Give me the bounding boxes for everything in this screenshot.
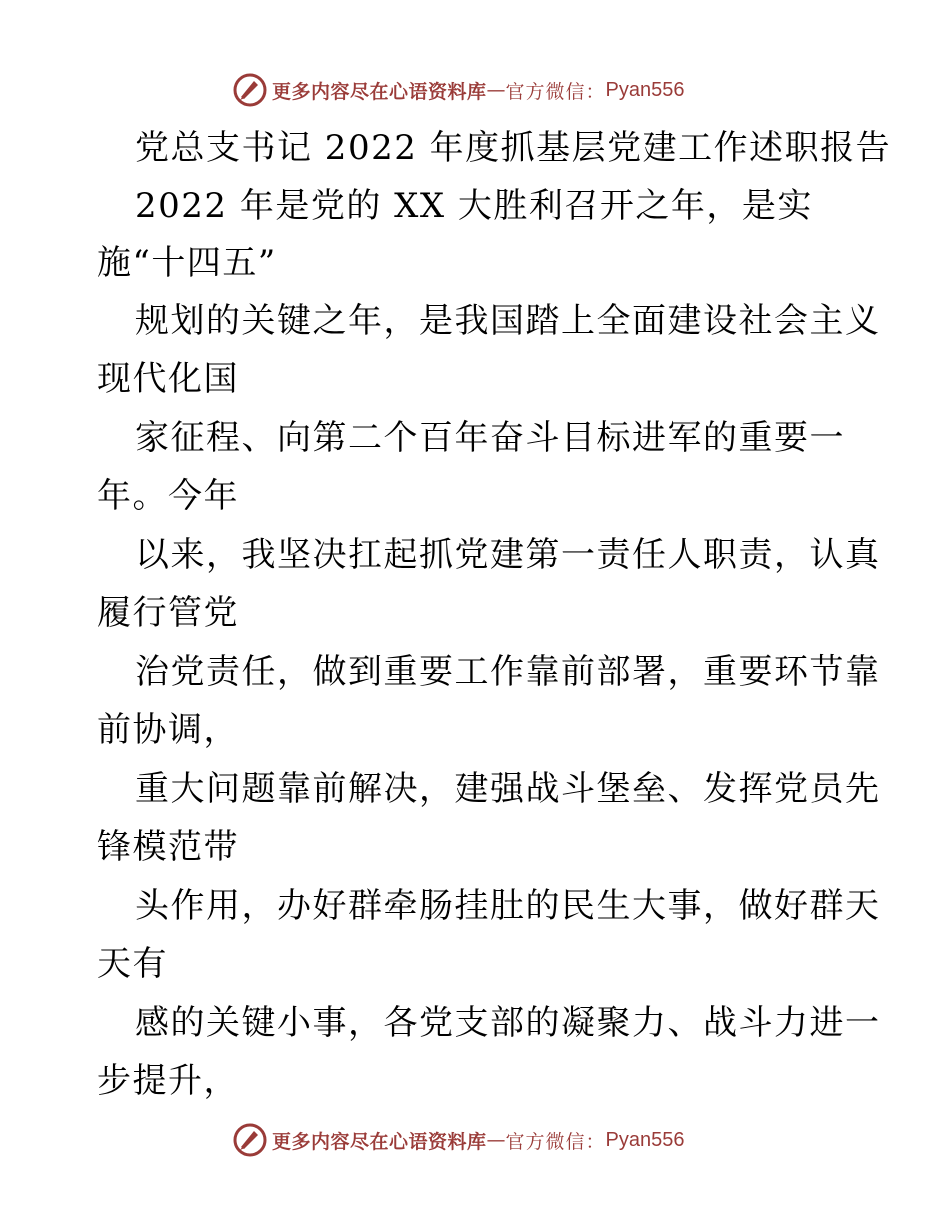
- footer-banner: [232, 1120, 685, 1160]
- quill-pen-logo-icon: [232, 1122, 268, 1158]
- banner-wechat-id: Pyan556: [605, 78, 685, 101]
- body-line: 重大问题靠前解决，建强战斗堡垒、发挥党员先: [135, 769, 881, 809]
- body-line: 治党责任，做到重要工作靠前部署，重要环节靠: [135, 652, 881, 692]
- body-line: 规划的关键之年，是我国踏上全面建设社会主义: [135, 301, 881, 341]
- banner-separator: —: [486, 1129, 506, 1151]
- banner-site-text: 更多内容尽在心语资料库: [272, 1130, 487, 1153]
- body-line: 感的关键小事，各党支部的凝聚力、战斗力进一: [135, 1003, 881, 1043]
- body-line: 锋模范带: [97, 827, 239, 867]
- header-banner: [232, 70, 685, 110]
- body-line: 以来，我坚决扛起抓党建第一责任人职责，认真: [135, 535, 881, 575]
- body-line: 家征程、向第二个百年奋斗目标进军的重要一: [135, 418, 845, 458]
- body-line: 前协调，: [97, 710, 239, 750]
- body-line: 施“十四五”: [97, 243, 277, 283]
- body-line: 年。今年: [97, 476, 239, 516]
- body-line: 履行管党: [97, 593, 239, 633]
- banner-wechat-label: 官方微信：: [505, 80, 606, 103]
- banner-site-text: 更多内容尽在心语资料库: [272, 80, 487, 103]
- document-title: 党总支书记 2022 年度抓基层党建工作述职报告: [135, 128, 892, 168]
- banner-wechat-id: Pyan556: [605, 1128, 685, 1151]
- body-line: 步提升，: [97, 1061, 239, 1101]
- banner-wechat-label: 官方微信：: [505, 1130, 606, 1153]
- body-line: 头作用，办好群牵肠挂肚的民生大事，做好群天: [135, 886, 881, 926]
- body-line: 天有: [97, 944, 168, 984]
- banner-separator: —: [486, 79, 506, 101]
- quill-pen-logo-icon: [232, 72, 268, 108]
- body-line: 现代化国: [97, 359, 239, 399]
- body-line: 2022 年是党的 XX 大胜利召开之年，是实: [135, 186, 813, 226]
